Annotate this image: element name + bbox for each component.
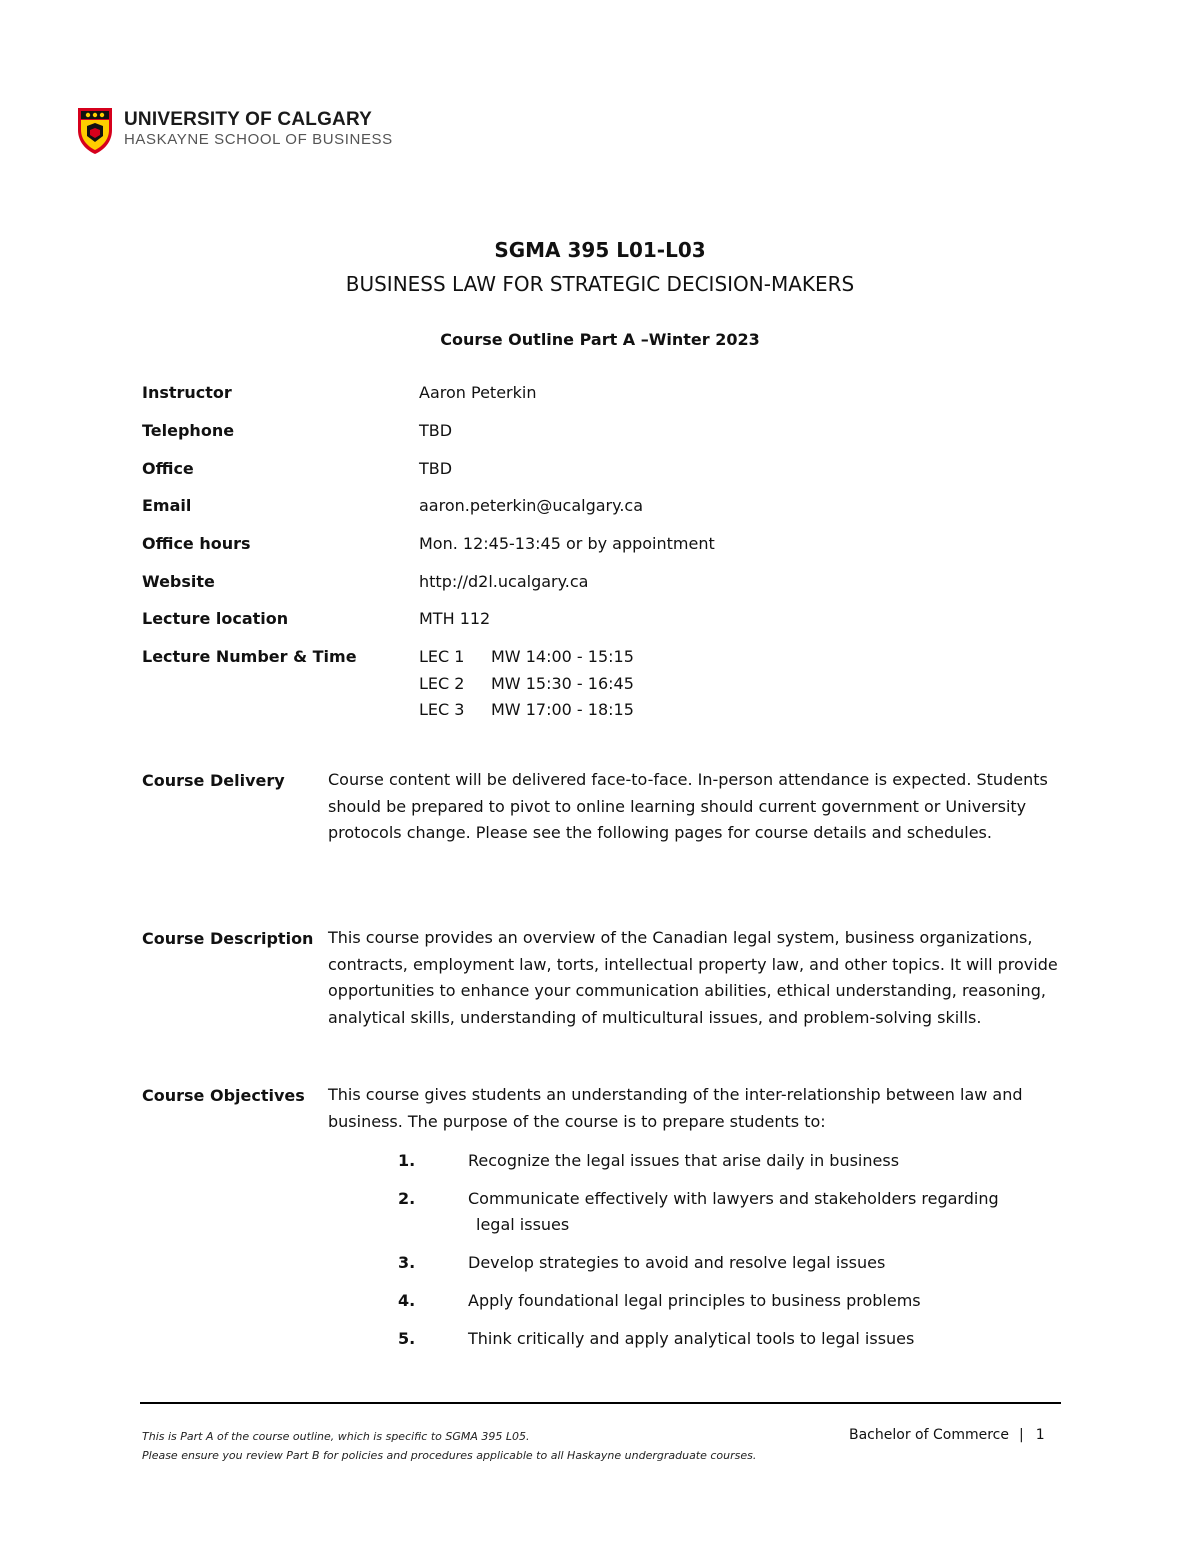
objective-text (468, 1148, 1068, 1174)
course-objectives-intro: This course gives students an understanding of the inter-relationship between law and business. The purpose of the course is to prepare students to: (328, 1085, 1023, 1131)
objective-text-continuation: legal issues (476, 1214, 570, 1234)
info-value-telephone: TBD (419, 421, 453, 440)
objective-text-line: Recognize the legal issues that arise daily in business (468, 1151, 900, 1170)
info-value-lecture-location: MTH 112 (419, 609, 491, 628)
footer-divider (140, 1402, 1061, 1404)
course-description-label: Course Description (142, 929, 314, 948)
lecture-code: LEC 1 (419, 647, 465, 666)
footer-note-part-a: This is Part A of the course outline, which is specific to SGMA 395 L05. (142, 1430, 530, 1443)
objective-text (468, 1326, 1068, 1352)
university-name: UNIVERSITY OF CALGARY (124, 109, 373, 130)
school-name: HASKAYNE SCHOOL OF BUSINESS (124, 131, 393, 148)
objective-text (468, 1186, 1068, 1237)
objective-text (468, 1250, 1068, 1276)
objective-number: 1. (398, 1151, 416, 1170)
footer-separator: | (1018, 1427, 1024, 1443)
university-logo (76, 106, 396, 156)
course-title: BUSINESS LAW FOR STRATEGIC DECISION-MAKERS (345, 272, 855, 296)
lecture-time: MW 17:00 - 18:15 (491, 700, 634, 719)
info-value-office: TBD (419, 459, 453, 478)
page-number: 1 (1035, 1427, 1045, 1443)
objective-text-line: Think critically and apply analytical tools to legal issues (468, 1329, 915, 1348)
lecture-code: LEC 2 (419, 674, 465, 693)
objective-text (468, 1288, 1068, 1314)
program-name: Bachelor of Commerce (849, 1427, 1009, 1443)
course-delivery-text: Course content will be delivered face-to-face. In-person attendance is expected. Students should be prepared to pivot to online learning should current government or University protocols change. Please see the following pages for course details and schedules. (328, 770, 1048, 842)
course-delivery-label: Course Delivery (142, 771, 285, 790)
info-label-email: Email (142, 496, 192, 515)
info-label-telephone: Telephone (142, 421, 235, 440)
crest-icon (76, 106, 114, 156)
lecture-code: LEC 3 (419, 700, 465, 719)
course-code: SGMA 395 L01-L03 (494, 238, 706, 262)
info-value-instructor: Aaron Peterkin (419, 383, 537, 402)
objective-number: 5. (398, 1329, 416, 1348)
objective-text-line: Apply foundational legal principles to business problems (468, 1291, 921, 1310)
objective-number: 4. (398, 1291, 416, 1310)
lecture-time: MW 14:00 - 15:15 (491, 647, 634, 666)
objective-number: 3. (398, 1253, 416, 1272)
info-label-lecture-location: Lecture location (142, 609, 289, 628)
info-label-website: Website (142, 572, 215, 591)
info-value-office-hours: Mon. 12:45-13:45 or by appointment (419, 534, 715, 553)
course-objectives-label: Course Objectives (142, 1086, 305, 1105)
info-value-email[interactable]: aaron.peterkin@ucalgary.ca (419, 496, 643, 515)
info-value-website[interactable]: http://d2l.ucalgary.ca (419, 572, 589, 591)
info-label-instructor: Instructor (142, 383, 232, 402)
footer-note-part-b: Please ensure you review Part B for policies and procedures applicable to all Haskayne undergraduate courses. (142, 1449, 757, 1462)
course-description-text: This course provides an overview of the Canadian legal system, business organizations, contracts, employment law, torts, intellectual property law, and other topics. It will provide opportunities to enhance your communication abilities, ethical understanding, reasoning, analytical skills, understanding of multicultural issues, and problem-solving skills. (328, 928, 1058, 1027)
lecture-time: MW 15:30 - 16:45 (491, 674, 634, 693)
objective-number: 2. (398, 1189, 416, 1208)
objective-text-line: Develop strategies to avoid and resolve legal issues (468, 1253, 886, 1272)
objective-text-line: Communicate effectively with lawyers and stakeholders regarding (468, 1189, 999, 1208)
info-label-office-hours: Office hours (142, 534, 251, 553)
info-label-office: Office (142, 459, 194, 478)
footer-page-info (849, 1427, 1045, 1443)
info-label-lecture-times: Lecture Number & Time (142, 647, 357, 666)
outline-title: Course Outline Part A –Winter 2023 (440, 330, 760, 349)
